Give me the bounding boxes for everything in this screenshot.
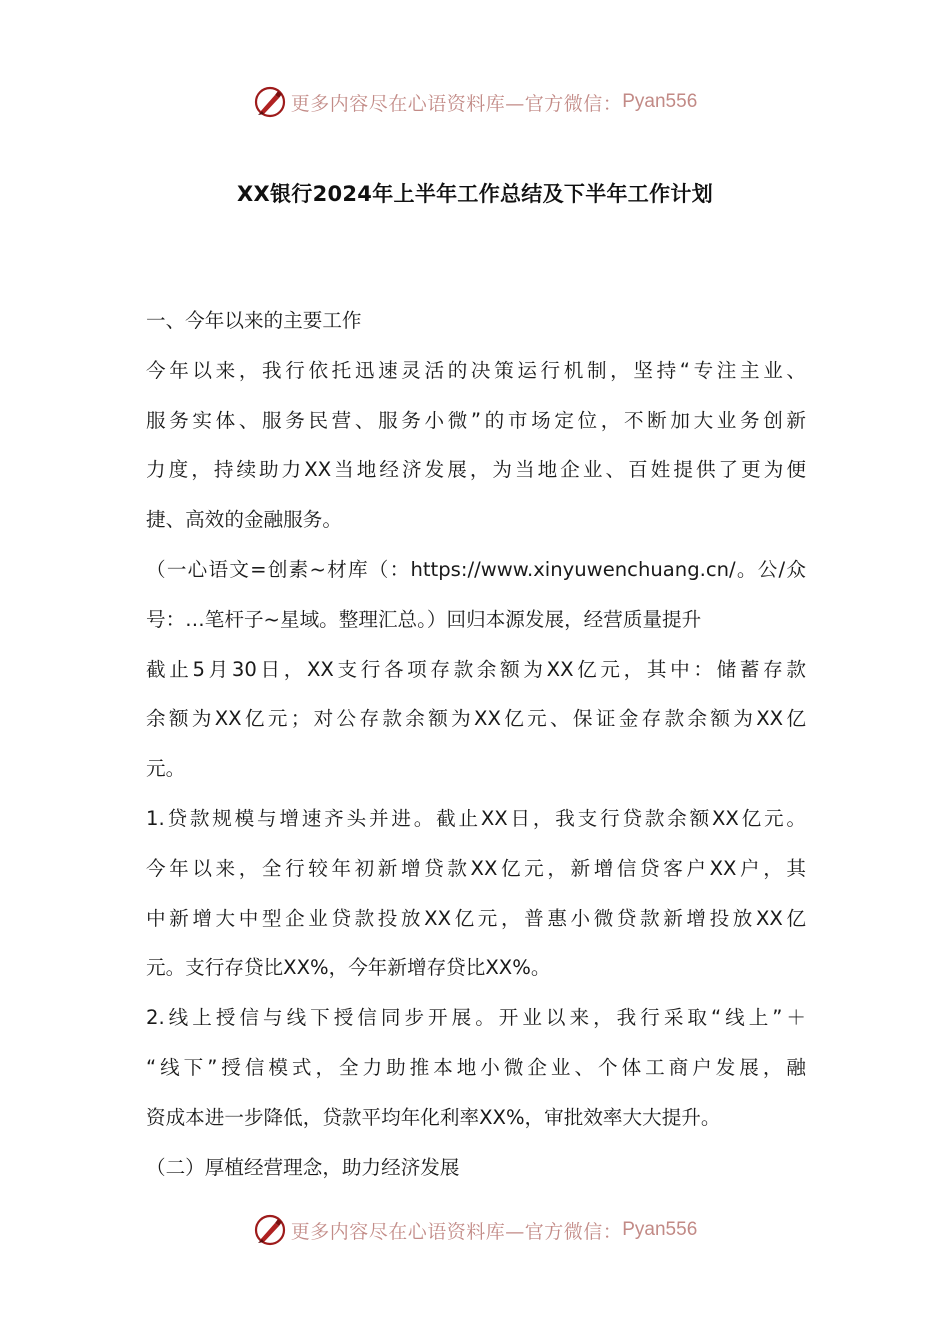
paragraph-line: “线下”授信模式，全力助推本地小微企业、个体工商户发展，融 (146, 1055, 806, 1079)
paragraph-line: 今年以来，全行较年初新增贷款XX亿元，新增信贷客户XX户，其 (146, 856, 806, 880)
watermark-banner-bottom (0, 1210, 950, 1250)
paragraph-line: 力度，持续助力XX当地经济发展，为当地企业、百姓提供了更为便 (146, 458, 806, 482)
pen-logo-icon (253, 1213, 287, 1247)
section-heading: （二）厚植经营理念，助力经济发展 (146, 1155, 460, 1179)
paragraph-line: 2.线上授信与线下授信同步开展。开业以来，我行采取“线上”＋ (146, 1006, 806, 1030)
watermark-banner-top (0, 82, 950, 122)
watermark-wechat-id: Pyan556 (622, 91, 698, 112)
paragraph-line: 1.贷款规模与增速齐头并进。截止XX日，我支行贷款余额XX亿元。 (146, 806, 806, 830)
paragraph-line: 今年以来，我行依托迅速灵活的决策运行机制，坚持“专注主业、 (146, 358, 806, 382)
paragraph-line: 元。 (146, 757, 186, 781)
document-body (146, 296, 806, 1192)
watermark-text: 更多内容尽在心语资料库—官方微信： (290, 1220, 623, 1243)
section-heading: 一、今年以来的主要工作 (146, 309, 362, 332)
paragraph-line: 中新增大中型企业贷款投放XX亿元，普惠小微贷款新增投放XX亿 (146, 906, 806, 930)
watermark-text: 更多内容尽在心语资料库—官方微信： (290, 92, 623, 115)
paragraph-line: 服务实体、服务民营、服务小微”的市场定位，不断加大业务创新 (146, 408, 806, 432)
paragraph-line: 号：…笔杆子~星域。整理汇总。）回归本源发展，经营质量提升 (146, 607, 702, 631)
document-title: XX银行2024年上半年工作总结及下半年工作计划 (236, 182, 714, 206)
paragraph-line: 资成本进一步降低，贷款平均年化利率XX%，审批效率大大提升。 (146, 1105, 721, 1129)
paragraph-line: 截止5月30日，XX支行各项存款余额为XX亿元，其中：储蓄存款 (146, 657, 806, 681)
paragraph-line: 元。支行存贷比XX%，今年新增存贷比XX%。 (146, 956, 551, 980)
paragraph-line: 余额为XX亿元；对公存款余额为XX亿元、保证金存款余额为XX亿 (146, 707, 806, 731)
paragraph-line: 捷、高效的金融服务。 (146, 508, 342, 532)
watermark-wechat-id: Pyan556 (622, 1219, 698, 1240)
paragraph-line: （一心语文=创素~材库（：https://www.xinyuwenchuang.cn/。公/众 (146, 557, 806, 581)
pen-logo-icon (253, 85, 287, 119)
